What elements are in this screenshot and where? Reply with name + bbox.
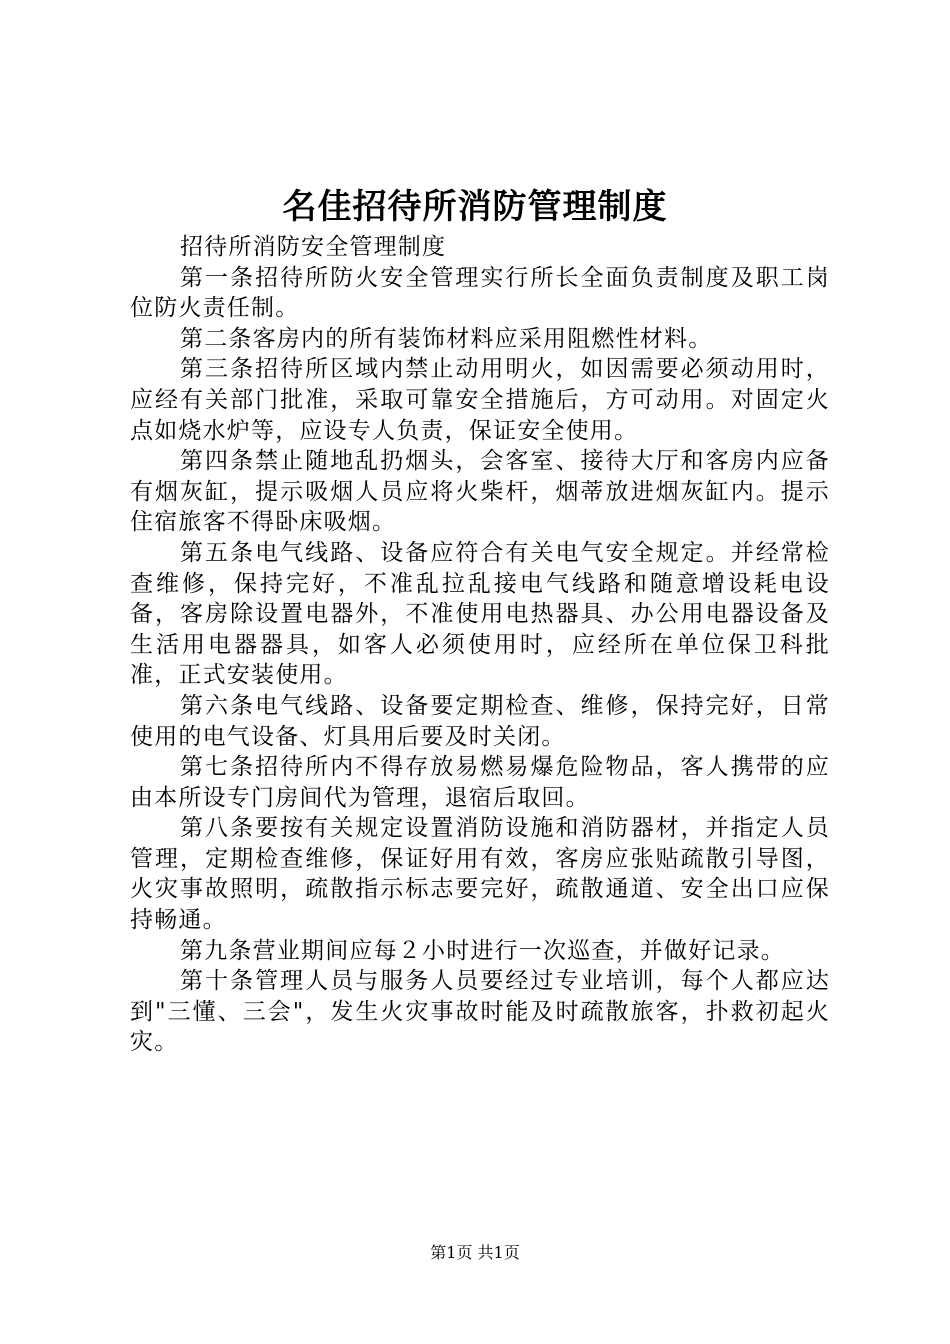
paragraph-article-1: 第一条招待所防火安全管理实行所长全面负责制度及职工岗位防火责任制。 <box>130 264 830 322</box>
paragraph-article-2: 第二条客房内的所有装饰材料应采用阻燃性材料。 <box>180 325 713 352</box>
paragraph-article-7: 第七条招待所内不得存放易燃易爆危险物品，客人携带的应由本所设专门房间代为管理，退宿后取回。 <box>130 754 830 811</box>
paragraph-article-3: 第三条招待所区域内禁止动用明火，如因需要必须动用时，应经有关部门批准，采取可靠安全措施后，方可动用。对固定火点如烧水炉等，应设专人负责，保证安全使用。 <box>130 356 830 444</box>
paragraph-article-5: 第五条电气线路、设备应符合有关电气安全规定。并经常检查维修，保持完好，不准乱拉乱接电气线路和随意增设耗电设备，客房除设置电器外，不准使用电热器具、办公用电器设备及生活用电器器具，如客人必须使用时，应经所在单位保卫科批准，正式安装使用。 <box>130 539 830 689</box>
document-body <box>130 232 830 1058</box>
paragraph-article-6: 第六条电气线路、设备要定期检查、维修，保持完好，日常使用的电气设备、灯具用后要及时关闭。 <box>130 692 830 750</box>
paragraph-article-10: 第十条管理人员与服务人员要经过专业培训，每个人都应达到"三懂、三会"，发生火灾事故时能及时疏散旅客，扑救初起火灾。 <box>130 968 830 1056</box>
paragraph-subtitle: 招待所消防安全管理制度 <box>180 234 447 260</box>
paragraph-article-9: 第九条营业期间应每２小时进行一次巡查，并做好记录。 <box>180 937 785 964</box>
page-number-footer: 第1页 共1页 <box>430 1243 520 1262</box>
document-title: 名佳招待所消防管理制度 <box>282 187 668 227</box>
paragraph-article-4: 第四条禁止随地乱扔烟头，会客室、接待大厅和客房内应备有烟灰缸，提示吸烟人员应将火柴杆，烟蒂放进烟灰缸内。提示住宿旅客不得卧床吸烟。 <box>130 448 830 536</box>
paragraph-article-8: 第八条要按有关规定设置消防设施和消防器材，并指定人员管理，定期检查维修，保证好用有效，客房应张贴疏散引导图，火灾事故照明，疏散指示标志要完好，疏散通道、安全出口应保持畅通。 <box>130 815 830 934</box>
